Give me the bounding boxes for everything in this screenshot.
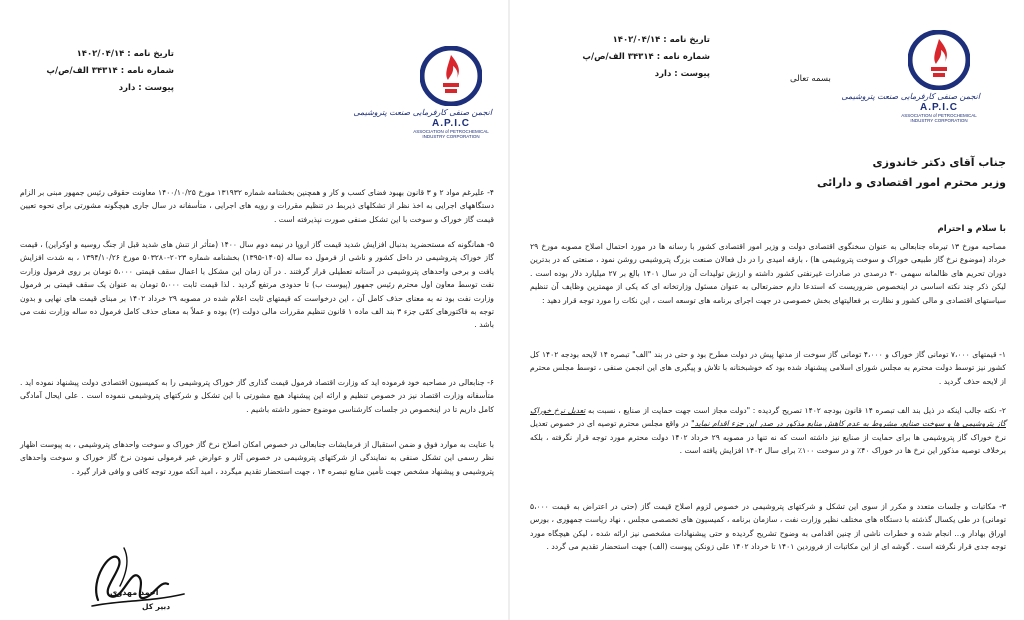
logo-acronym: A.P.I.C bbox=[920, 102, 958, 113]
apic-logo-page2 bbox=[353, 46, 492, 139]
signature-role: دبیر کل bbox=[142, 602, 171, 611]
letter-number: شماره نامه : ۳۴۳۱۴ الف/ص/پ bbox=[582, 52, 710, 62]
letter-meta-page1 bbox=[560, 32, 710, 83]
intro-paragraph: مصاحبه مورخ ۱۳ تیرماه جنابعالی به عنوان سخنگوی اقتصادی دولت و وزیر امور اقتصادی کشور با رسانه ها در مورد احتمال اصلاح مصوبه مورخ ۲۹ خرداد (موضوع نرخ گاز طبیعی خوراک و سوخت پتروشیمی ها) ، بارقه امیدی را در دل فعالان صنعت بزرگ پتروشیمی روشن نمود ، صنعتی که در بدترین دوران تحریم های ظالمانه سهمی ۳۰ درصدی در صادرات غیرنفتی کشور داشته و ارزش تولیدات آن در سال ۱۴۰۱ بالغ بر ۲۷ میلیارد دلار بوده است . لیکن ذکر چند نکته اساسی در اینخصوص ضروریست که استدعا دارم حضرتعالی به عنوان مسئول وزارتخانه ای که یکی از مهمترین وظایف آن تنظیم سیاستهای اقتصادی و مالی کشور و نظارت بر فعالیتهای بخش خصوصی در جهت اجرای برنامه های توسعه است ، این نکات را مورد توجه قرار دهید : bbox=[530, 242, 1007, 305]
logo-acronym-page2: A.P.I.C bbox=[432, 118, 470, 129]
letter-attachment-page2: پیوست : دارد bbox=[118, 83, 174, 93]
logo-persian-name: انجمن صنفی کارفرمایی صنعت پتروشیمی bbox=[841, 92, 980, 101]
apic-logo bbox=[841, 30, 980, 123]
logo-persian-name-page2: انجمن صنفی کارفرمایی صنعت پتروشیمی bbox=[353, 108, 492, 117]
recipient-name: جناب آقای دکتر خاندوزی bbox=[872, 156, 1006, 169]
logo-english-line1: ASSOCIATION of PETROCHEMICAL bbox=[901, 113, 977, 118]
letter-attachment: پیوست : دارد bbox=[654, 69, 710, 79]
item-2-quote: تعدیل نرخ خوراک گاز پتروشیمی ها و سوخت صنایع، مشروط به عدم کاهش منابع مذکور در صدر این جزء اقدام نماید" bbox=[530, 406, 1006, 429]
logo-english-line2: INDUSTRY CORPORATION bbox=[910, 118, 968, 123]
closing-paragraph: با عنایت به موارد فوق و ضمن استقبال از فرمایشات جنابعالی در خصوص امکان اصلاح نرخ گاز خوراک و سوخت واحدهای پتروشیمی ، به پیوست اظهار نظر رسمی این تشکل صنفی به نمایندگی از شرکتهای پتروشیمی در خصوص آثار و عوارض غیر فرمولی نمودن نرخ گاز خوراک و سوخت واحدهای پتروشیمی و پیشنهاد مشخص جهت تأمین منابع تبصره ۱۴ ، جهت استحضار تقدیم میگردد ، امید آنکه مورد توجه کافی و وافی قرار گیرد . bbox=[20, 440, 494, 476]
item-2-rest: در واقع مجلس محترم توصیه ای در خصوص تعدیل نرخ خوراک گاز پتروشیمی ها برای حمایت از صنایع نیز داشته است که نه تنها در مصوبه ۲۹ خرداد ۱۴۰۲ دولت محترم مورد توجه قرار نگرفته ، بلکه برخلاف توصیه مذکور این نرخ ها در خوراک ۴۰٪ و در سوخت ۱۰۰٪ برای سال ۱۴۰۲ افزایش یافته است . bbox=[530, 419, 1006, 456]
item-4-paragraph: ۴- علیرغم مواد ۲ و ۳ قانون بهبود فضای کسب و کار و همچنین بخشنامه شماره ۱۳۱۹۳۲ مورخ ۱۴۰۰/۱۰/۲۵ معاونت حقوقی رئیس جمهور مبنی بر الزام دستگاههای اجرایی به اخذ نظر از تشکلهای ذیربط در تنظیم مقررات و رویه های اجرایی ، متأسفانه در سال جاری هیچگونه مشورتی برای نحوه تعیین قیمت گاز خوراک و سوخت با این تشکل صنفی صورت نپذیرفته است . bbox=[20, 188, 495, 224]
item-1-paragraph: ۱- قیمتهای ۷،۰۰۰ تومانی گاز خوراک و ۴،۰۰۰ تومانی گاز سوخت از مدتها پیش در دولت مطرح بود و حتی در بند "الف" تبصره ۱۴ لایحه بودجه ۱۴۰۲ کل کشور نیز توسط دولت محترم به مجلس شورای اسلامی پیشنهاد شده بود که خوشبختانه با تلاش و پیگیری های این انجمن صنفی ، توسط مجلس محترم از لایحه حذف گردید . bbox=[530, 350, 1007, 386]
basmala: بسمه تعالی bbox=[790, 74, 831, 84]
letter-number-page2: شماره نامه : ۳۴۳۱۴ الف/ص/پ bbox=[46, 66, 174, 76]
logo-english-line1-page2: ASSOCIATION of PETROCHEMICAL bbox=[413, 129, 489, 134]
letter-meta-page2 bbox=[24, 46, 174, 97]
logo-english-line2-page2: INDUSTRY CORPORATION bbox=[422, 134, 480, 139]
item-6-paragraph: ۶- جنابعالی در مصاحبه خود فرموده اید که وزارت اقتصاد فرمول قیمت گذاری گاز خوراک پتروشیمی را به کمیسیون اقتصادی دولت پیشنهاد نموده اید . متأسفانه وزارت اقتصاد نیز در خصوص تنظیم و ارائه این پیشنهاد هیچ مشورتی با این تشکل و شرکتهای پتروشیمی ننموده است . علی ایحال آمادگی کامل داریم تا در اینخصوص در جلسات کارشناسی موضوع حضور داشته باشیم . bbox=[20, 378, 494, 414]
item-3-paragraph: ۳- مکاتبات و جلسات متعدد و مکرر از سوی این تشکل و شرکتهای پتروشیمی در خصوص لزوم اصلاح قیمت گاز (حتی در اعتراض به قیمت ۵،۰۰۰ تومانی) در طی یکسال گذشته با دستگاه های مختلف نظیر وزارت نفت ، سازمان برنامه ، کمیسیون های تخصصی مجلس ، نهاد ریاست جمهوری ، بورس اوراق بهادار و... انجام شده و خطرات ناشی از چنین اقدامی به وضوح تشریح گردیده و حتی پیشنهادات مشخصی نیز ارائه شده ، لیکن هیچگاه مورد توجه جدی قرار نگرفته است . گوشه ای از این مکاتبات از فروردین ۱۴۰۱ تا خرداد ۱۴۰۲ علی زونکن پیوست (الف) جهت استحضار تقدیم می گردد . bbox=[530, 502, 1006, 552]
letter-date: تاریخ نامه : ۱۴۰۲/۰۴/۱۴ bbox=[612, 35, 710, 45]
handwritten-signature bbox=[80, 540, 200, 616]
greeting: با سلام و احترام bbox=[937, 224, 1006, 234]
flame-logo-icon bbox=[908, 30, 970, 90]
flame-logo-icon-page2 bbox=[420, 46, 482, 106]
recipient-title: وزیر محترم امور اقتصادی و دارائی bbox=[816, 176, 1006, 189]
item-2-lead: ۲- نکته جالب اینکه در ذیل بند الف تبصره ۱۴ قانون بودجه ۱۴۰۲ تصریح گردیده : "دولت مجاز است جهت حمایت از صنایع ، نسبت به bbox=[588, 406, 1006, 415]
item-5-paragraph: ۵- همانگونه که مستحضرید بدنبال افزایش شدید قیمت گاز اروپا در نیمه دوم سال ۱۴۰۰ (متأثر از تنش های شدید قبل از جنگ روسیه و اوکراین) ، قیمت گاز خوراک پتروشیمی در داخل کشور و ناشی از فرمول ده ساله (۱۴۰۵-۱۳۹۵) بخشنامه شماره ۲۰۲۳-۵۰۳۲۸۰ مورخ ۱۳۹۴/۱۰/۲۶ ، به شدت افزایش یافت و برخی واحدهای پتروشیمی در آستانه تعطیلی قرار گرفتند . در آن زمان این مشکل با اعمال سقف قیمتی ۵،۰۰۰ تومان بر روی فرمول وزارت نفت توسط معاون اول محترم رئیس جمهور (پیوست ب) تا حدودی مرتفع گردید . لذا قیمت ثابت ۵،۰۰۰ تومان به عنوان یک سقف قیمتی بر فرمول وزارت نفت بود نه به معنای حذف کامل آن ، این درخواست که قیمتهای ثابت اعلام شده در مصوبه ۲۹ خرداد ۱۴۰۲ بر مبنای قیمت های نهایی و بدون توجه به فاکتورهای کمّی جزء ۳ بند الف ماده ۱ قانون تنظیم مقررات مالی دولت (۲) بوده و عملاً به معنای حذف کامل فرمول ده ساله وزارت نفت می باشد . bbox=[20, 240, 495, 330]
signature-name: احمد مهدوی bbox=[110, 588, 159, 597]
letter-date-page2: تاریخ نامه : ۱۴۰۲/۰۴/۱۴ bbox=[76, 49, 174, 59]
item-2-paragraph bbox=[530, 404, 1006, 458]
